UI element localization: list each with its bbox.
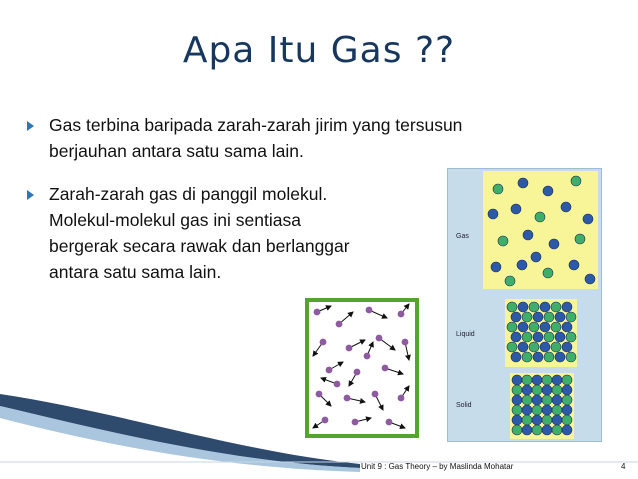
- gas-particle: [561, 202, 571, 212]
- gas-molecule: [376, 335, 383, 342]
- liquid-particle: [566, 352, 576, 362]
- liquid-particle: [562, 302, 572, 312]
- gas-particle: [543, 268, 553, 278]
- liquid-particle: [529, 322, 539, 332]
- liquid-particle: [507, 342, 517, 352]
- gas-particle: [585, 274, 595, 284]
- bullet-arrow-icon: [27, 121, 34, 131]
- liquid-particle: [529, 302, 539, 312]
- gas-particle: [505, 276, 515, 286]
- gas-particle: [518, 178, 528, 188]
- liquid-particle: [511, 332, 521, 342]
- liquid-particle: [555, 312, 565, 322]
- bullet-line: Gas terbina baripada zarah-zarah jirim yang tersusun: [49, 115, 463, 135]
- gas-particle: [583, 214, 593, 224]
- solid-particle: [562, 375, 572, 385]
- gas-particle: [569, 260, 579, 270]
- decorative-swoosh: [0, 392, 638, 479]
- gas-molecule: [314, 309, 321, 316]
- solid-particle: [552, 375, 562, 385]
- liquid-particle: [522, 352, 532, 362]
- gas-particle: [543, 186, 553, 196]
- liquid-label: Liquid: [456, 331, 475, 338]
- liquid-particle: [518, 302, 528, 312]
- liquid-particle: [507, 302, 517, 312]
- footer-text: Unit 9 : Gas Theory – by Maslinda Mohatar: [361, 462, 514, 471]
- solid-particle: [522, 375, 532, 385]
- slide-title: Apa Itu Gas ??: [182, 30, 456, 71]
- gas-particle: [517, 260, 527, 270]
- gas-label: Gas: [456, 233, 469, 240]
- liquid-particle: [511, 352, 521, 362]
- liquid-particle: [518, 322, 528, 332]
- liquid-particle: [551, 342, 561, 352]
- liquid-particle: [562, 342, 572, 352]
- liquid-particle: [522, 332, 532, 342]
- liquid-particle: [555, 332, 565, 342]
- gas-particle: [498, 236, 508, 246]
- gas-particle: [488, 209, 498, 219]
- solid-particle: [512, 375, 522, 385]
- gas-molecule: [402, 339, 409, 346]
- gas-molecule: [326, 367, 333, 374]
- liquid-particle: [511, 312, 521, 322]
- liquid-particle: [566, 312, 576, 322]
- liquid-particle: [533, 352, 543, 362]
- liquid-particle: [522, 312, 532, 322]
- bullet-line: berjauhan antara satu sama lain.: [49, 141, 304, 161]
- bullet-line: bergerak secara rawak dan berlanggar: [49, 236, 350, 256]
- liquid-particle: [551, 302, 561, 312]
- gas-molecule: [334, 381, 341, 388]
- bullet-line: Molekul-molekul gas ini sentiasa: [49, 210, 301, 230]
- gas-molecule: [398, 311, 405, 318]
- liquid-particle: [540, 302, 550, 312]
- gas-particle: [491, 262, 501, 272]
- liquid-particle: [562, 322, 572, 332]
- liquid-particle: [551, 322, 561, 332]
- gas-molecule: [336, 321, 343, 328]
- gas-molecule: [320, 339, 327, 346]
- gas-particle: [523, 230, 533, 240]
- bullet-arrow-icon: [27, 190, 34, 200]
- liquid-particle: [544, 312, 554, 322]
- gas-particle: [511, 204, 521, 214]
- page-number: 4: [621, 462, 626, 471]
- liquid-particle: [533, 332, 543, 342]
- solid-label: Solid: [456, 402, 472, 409]
- gas-molecule: [364, 353, 371, 360]
- bullet-item: [22, 112, 582, 164]
- bullet-line: antara satu sama lain.: [49, 262, 222, 282]
- gas-molecule: [382, 365, 389, 372]
- gas-molecule: [346, 345, 353, 352]
- gas-molecule: [366, 307, 373, 314]
- liquid-particle: [533, 312, 543, 322]
- gas-particle: [575, 234, 585, 244]
- liquid-particle: [507, 322, 517, 332]
- solid-particle: [532, 375, 542, 385]
- liquid-particle: [544, 352, 554, 362]
- liquid-particle: [566, 332, 576, 342]
- liquid-particle: [540, 322, 550, 332]
- gas-particle: [571, 176, 581, 186]
- liquid-particle: [518, 342, 528, 352]
- solid-particle: [542, 375, 552, 385]
- liquid-particle: [544, 332, 554, 342]
- bullet-line: Zarah-zarah gas di panggil molekul.: [49, 184, 328, 204]
- liquid-particle: [529, 342, 539, 352]
- gas-particle: [535, 212, 545, 222]
- gas-particle: [531, 252, 541, 262]
- gas-particle: [493, 184, 503, 194]
- gas-particle: [549, 239, 559, 249]
- gas-molecule: [354, 369, 361, 376]
- liquid-particle: [555, 352, 565, 362]
- liquid-particle: [540, 342, 550, 352]
